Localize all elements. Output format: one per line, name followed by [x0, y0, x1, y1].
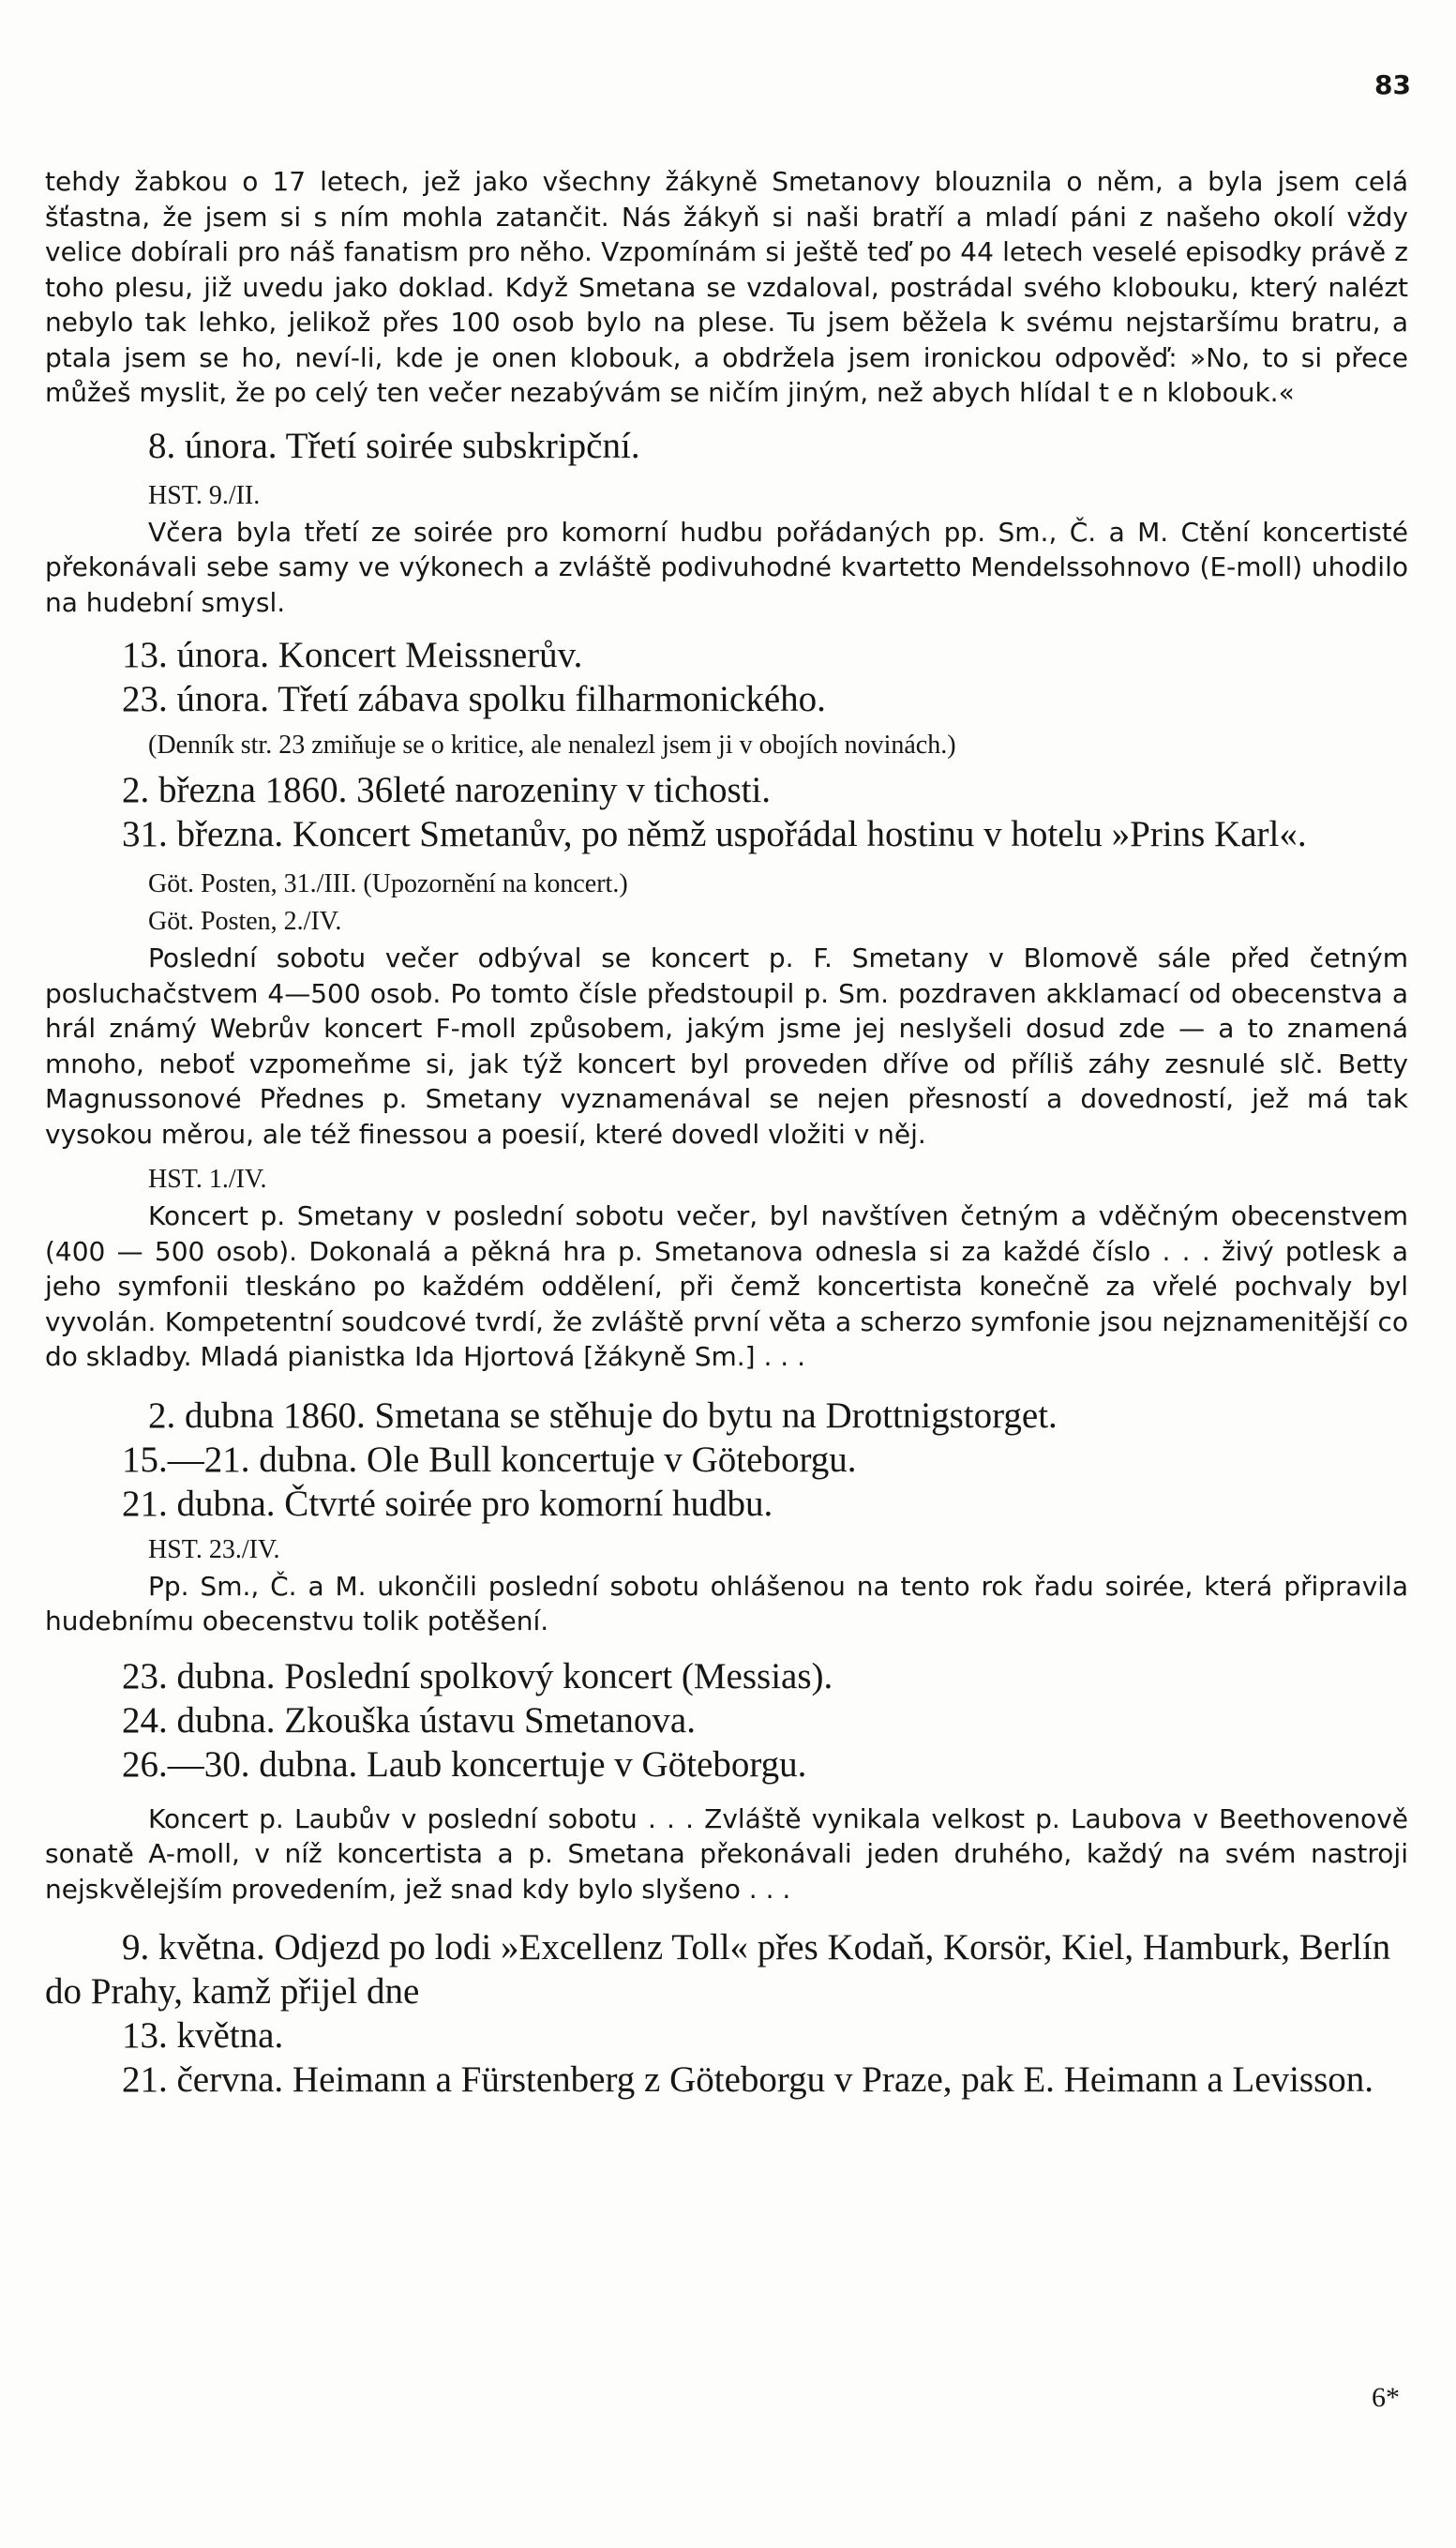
entry-heading: 23. dubna. Poslední spolkový koncert (Messias).	[122, 1655, 833, 1696]
entry-heading: 2. dubna 1860. Smetana se stěhuje do bytu na Drottnigstorget.	[148, 1395, 1058, 1436]
page-number: 83	[1374, 69, 1411, 100]
memoir-paragraph: tehdy žabkou o 17 letech, jež jako všechny žákyně Smetanovy blouznila o něm, a byla jsem celá šťastna, že jsem si s ním mohla zatančit. Nás žákyň si naši bratří a mladí páni z našeho okolí vždy velice dobírali pro náš fanatism pro něho. Vzpomínám si ještě teď po 44 letech veselé episodky právě z toho plesu, již uvedu jako doklad. Když Smetana se vzdaloval, postrádal svého klobouku, který nalézt nebylo tak lehko, jelikož přes 100 osob bylo na plese. Tu jsem běžela k svému nejstaršímu bratru, a ptala jsem se ho, neví-li, kde je onen klobouk, a obdržela jsem ironickou odpověď: »No, to si přece můžeš myslit, že po celý ten večer nezabývám se ničím jiným, než abych hlídal t e n klobouk.«	[45, 166, 1408, 408]
quoted-review: Pp. Sm., Č. a M. ukončili poslední sobotu ohlášenou na tento rok řadu soirée, která připravila hudebnímu obecenstvu tolik potěšení.	[45, 1570, 1408, 1636]
entry-heading: 13. února. Koncert Meissnerův.	[122, 635, 583, 675]
entry-heading: 21. dubna. Čtvrté soirée pro komorní hudbu.	[122, 1483, 773, 1524]
entry-heading: 8. února. Třetí soirée subskripční.	[148, 425, 640, 466]
entry-heading: 24. dubna. Zkouška ústavu Smetanova.	[122, 1699, 696, 1741]
signature-mark: 6*	[1372, 2382, 1400, 2413]
source-citation: HST. 1./IV.	[148, 1165, 267, 1194]
entry-heading: 15.—21. dubna. Ole Bull koncertuje v Göteborgu.	[122, 1439, 857, 1480]
quoted-review: Včera byla třetí ze soirée pro komorní hudbu pořádaných pp. Sm., Č. a M. Ctění koncertisté překonávali sebe samy ve výkonech a zvláště podivuhodné kvartetto Mendelssohnovo (E-moll) uhodilo na hudební smysl.	[45, 516, 1408, 618]
entry-heading: 31. března. Koncert Smetanův, po němž uspořádal hostinu v hotelu »Prins Karl«.	[122, 814, 1307, 854]
source-citation: Göt. Posten, 31./III. (Upozornění na koncert.)	[148, 869, 628, 898]
source-citation: HST. 9./II.	[148, 480, 261, 510]
entry-heading: 13. května.	[122, 2015, 284, 2056]
entry-heading: 23. února. Třetí zábava spolku filharmonického.	[122, 679, 826, 719]
page-content	[45, 164, 1408, 2102]
entry-heading: 21. června. Heimann a Fürstenberg z Göteborgu v Praze, pak E. Heimann a Levisson.	[122, 2059, 1374, 2100]
entry-heading: 2. března 1860. 36leté narozeniny v tichosti.	[122, 770, 772, 810]
quoted-review: Koncert p. Laubův v poslední sobotu . . . Zvláště vynikala velkost p. Laubova v Beethovenově sonatě A-moll, v níž koncertista a p. Smetana překonávali jeden druhého, každý na svém nastroji nejskvělejším provedením, jež snad kdy bylo slyšeno . . .	[45, 1802, 1408, 1905]
entry-heading: 9. května. Odjezd po lodi »Excellenz Toll« přes Kodaň, Korsör, Kiel, Hamburk, Berlín do Prahy, kamž přijel dne	[45, 1927, 1391, 2012]
entry-heading: 26.—30. dubna. Laub koncertuje v Göteborgu.	[122, 1743, 807, 1785]
quoted-review: Poslední sobotu večer odbýval se koncert p. F. Smetany v Blomově sále před četným posluchačstvem 4—500 osob. Po tomto čísle předstoupil p. Sm. pozdraven akklamací od obecenstva a hrál známý Webrův koncert F-moll způsobem, jakým jsme jej neslyšeli dosud zde — a to znamená mnoho, neboť vzpomeňme si, jak týž koncert byl proveden dříve od příliš záhy zesnulé slč. Betty Magnussonové Přednes p. Smetany vyznamenával se nejen přesností a dovedností, jež má tak vysokou měrou, ale též finessou a poesií, které dovedl vložiti v něj.	[45, 942, 1408, 1150]
quoted-review: Koncert p. Smetany v poslední sobotu večer, byl navštíven četným a vděčným obecenstvem (400 — 500 osob). Dokonalá a pěkná hra p. Smetanova odnesla si za každé číslo . . . živý potlesk a jeho symfonii tleskáno po každém oddělení, při čemž koncertista konečně za vřelé pochvaly byl vyvolán. Kompetentní soudcové tvrdí, že zvláště první věta a scherzo symfonie jsou nejznamenitější co do skladby. Mladá pianistka Ida Hjortová [žákyně Sm.] . . .	[45, 1200, 1408, 1372]
editor-note: (Denník str. 23 zmiňuje se o kritice, ale nenalezl jsem ji v obojích novinách.)	[148, 731, 956, 760]
source-citation: HST. 23./IV.	[148, 1534, 280, 1564]
source-citation: Göt. Posten, 2./IV.	[148, 907, 342, 936]
